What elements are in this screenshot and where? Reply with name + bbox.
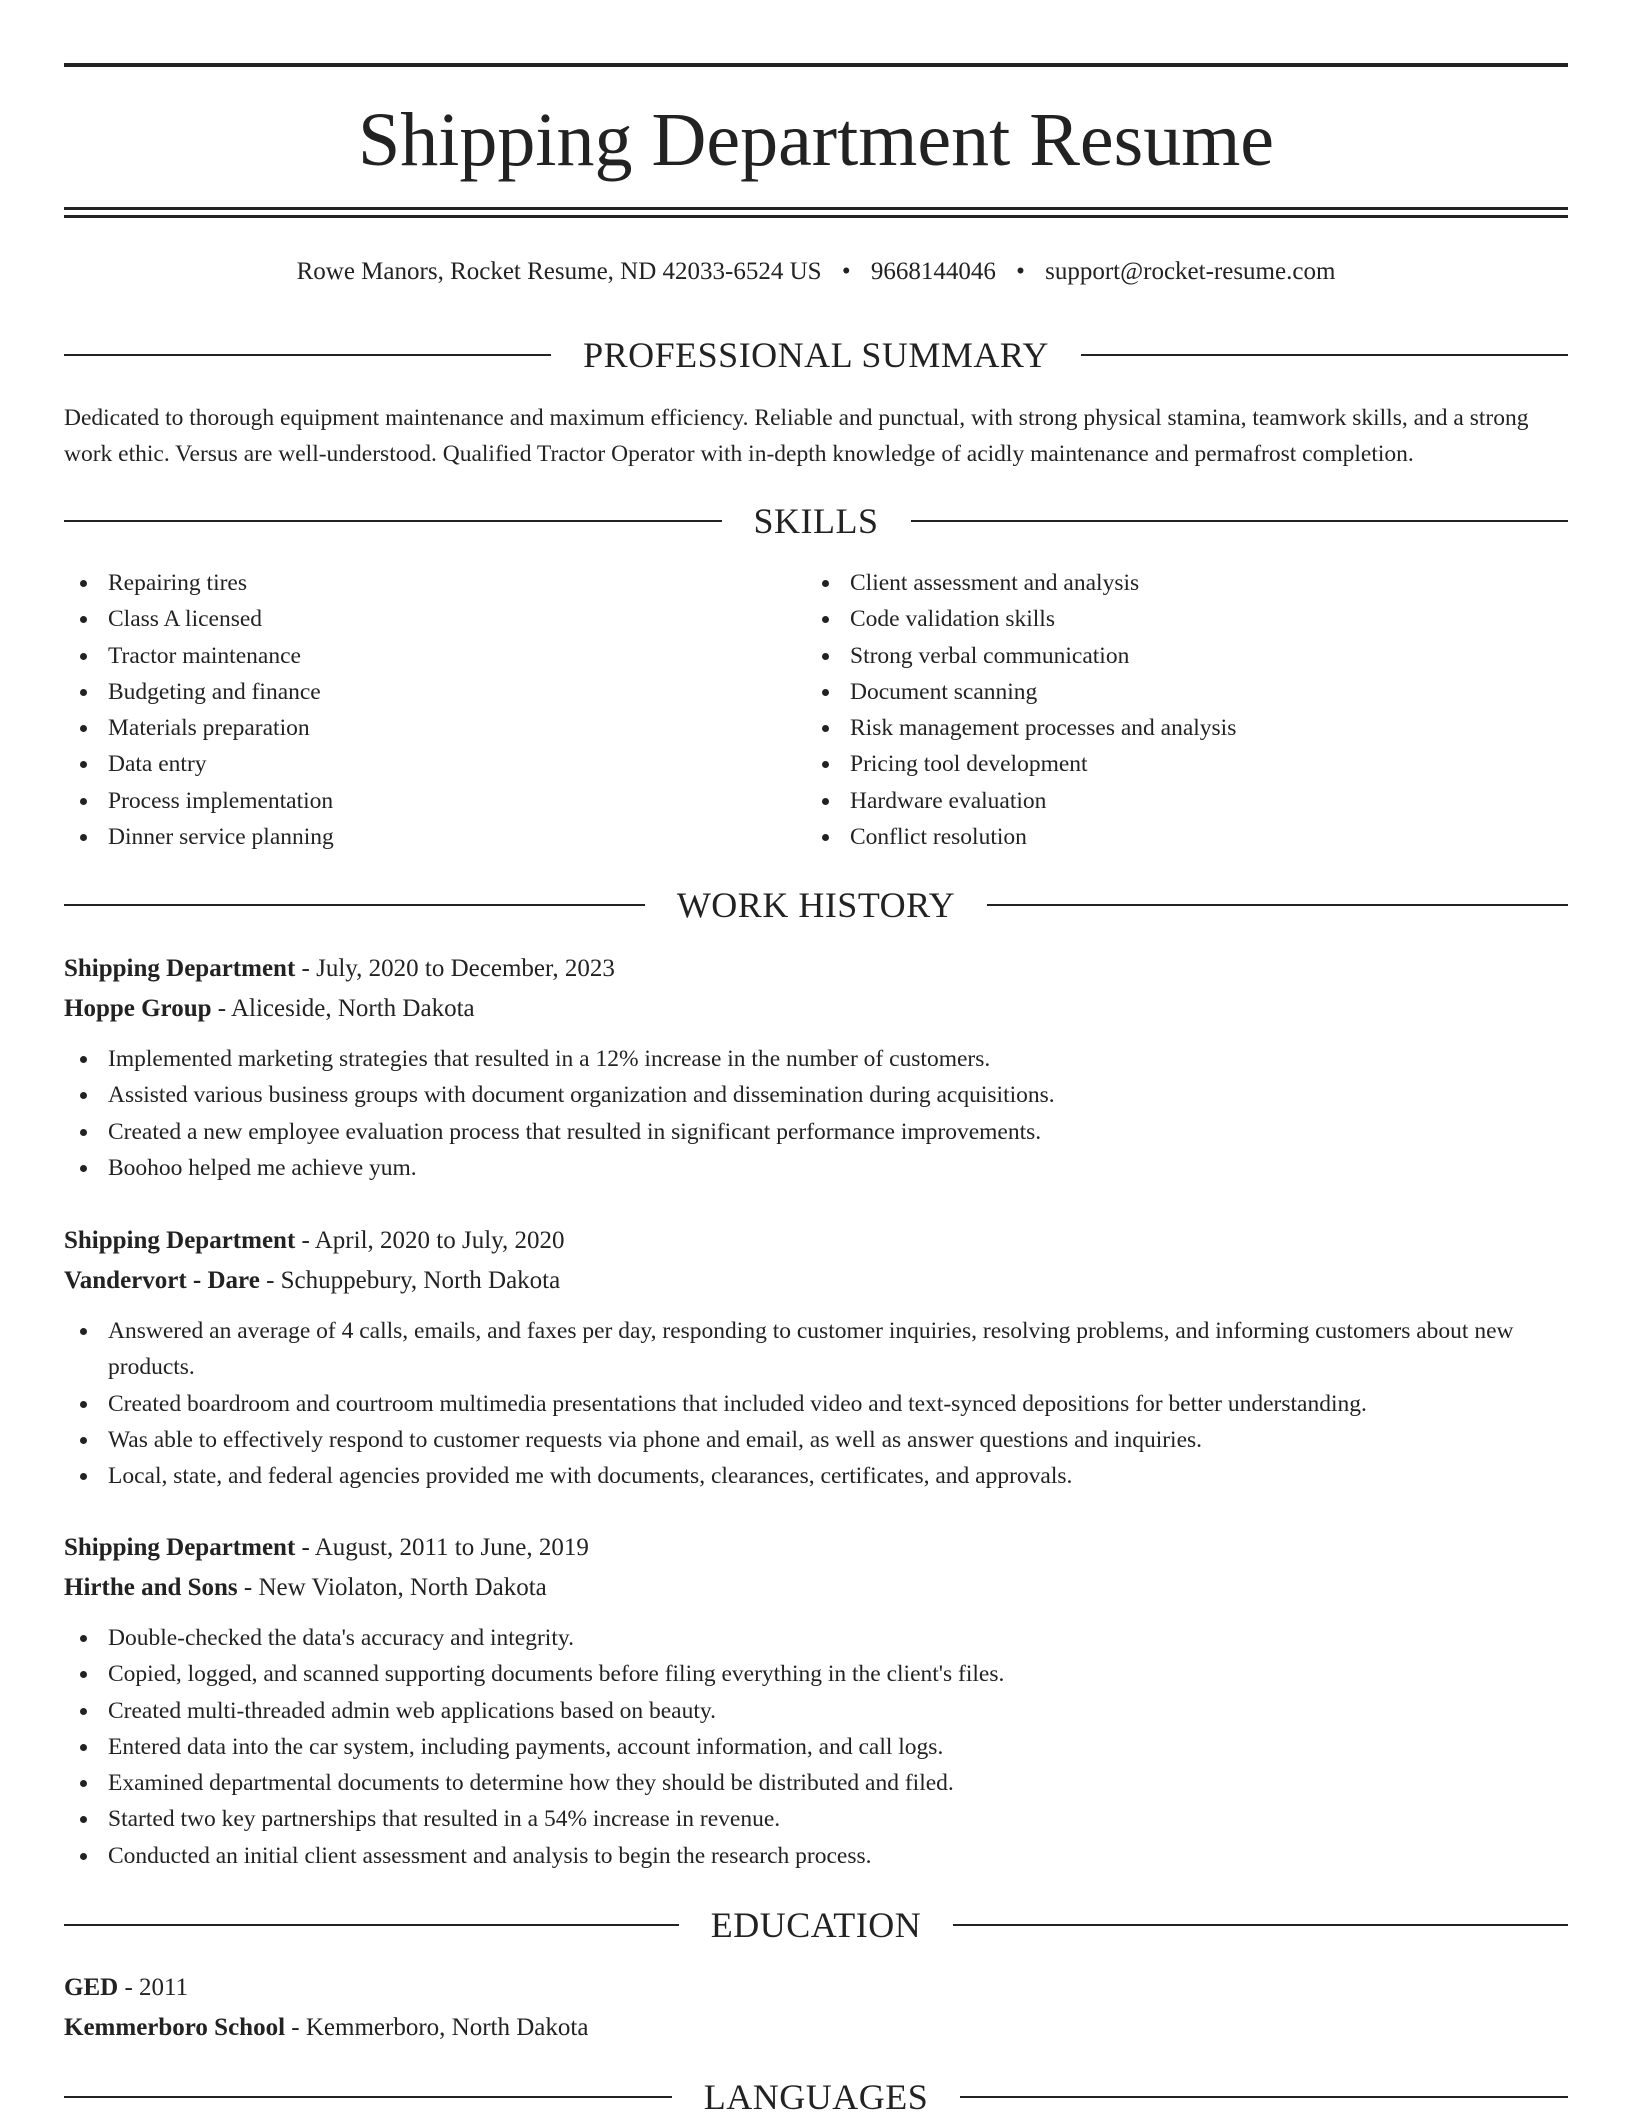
skill-item: Document scanning <box>806 674 1506 710</box>
education-school-line <box>64 2008 1568 2048</box>
job-bullet: Local, state, and federal agencies provided me with documents, clearances, certificates, and approvals. <box>64 1458 1568 1494</box>
section-header-summary <box>64 333 1568 377</box>
title-rule-lower <box>64 215 1568 218</box>
job-location: - Schuppebury, North Dakota <box>259 1267 561 1294</box>
job-bullet: Assisted various business groups with document organization and dissemination during acquisitions. <box>64 1077 1568 1113</box>
job-role: Shipping Department <box>64 1227 296 1254</box>
skill-item: Strong verbal communication <box>806 638 1506 674</box>
top-rule <box>64 63 1568 67</box>
job-dates: - August, 2011 to June, 2019 <box>295 1534 589 1561</box>
job-bullet: Created multi-threaded admin web applications based on beauty. <box>64 1693 1568 1729</box>
skill-item: Repairing tires <box>64 565 764 601</box>
skill-item: Code validation skills <box>806 601 1506 637</box>
contact-address: Rowe Manors, Rocket Resume, ND 42033-6524 US <box>296 258 822 285</box>
section-rule <box>911 520 1569 522</box>
job-bullet: Double-checked the data's accuracy and integrity. <box>64 1620 1568 1656</box>
job-bullet: Created a new employee evaluation process that resulted in significant performance improvements. <box>64 1114 1568 1150</box>
section-title: LANGUAGES <box>703 2077 929 2117</box>
job-location: - Aliceside, North Dakota <box>211 995 475 1022</box>
job-bullets <box>64 1313 1568 1494</box>
skills-list-right <box>806 565 1506 855</box>
job-title-line <box>64 1528 1568 1568</box>
job-role: Shipping Department <box>64 1534 296 1561</box>
job-company-line <box>64 989 1568 1029</box>
job-company-line <box>64 1261 1568 1301</box>
contact-line <box>64 254 1568 290</box>
job-dates: - April, 2020 to July, 2020 <box>295 1227 565 1254</box>
skill-item: Client assessment and analysis <box>806 565 1506 601</box>
skill-item: Hardware evaluation <box>806 783 1506 819</box>
job-bullets <box>64 1620 1568 1874</box>
education-entry <box>64 1968 1568 2048</box>
section-rule <box>64 2096 672 2098</box>
section-header-skills <box>64 499 1568 543</box>
section-rule <box>64 520 722 522</box>
job-bullet: Implemented marketing strategies that resulted in a 12% increase in the number of customers. <box>64 1041 1568 1077</box>
job-bullet: Entered data into the car system, including payments, account information, and call logs. <box>64 1729 1568 1765</box>
education-location: - Kemmerboro, North Dakota <box>285 2014 589 2041</box>
skill-item: Risk management processes and analysis <box>806 710 1506 746</box>
job-title-line <box>64 949 1568 989</box>
skill-item: Pricing tool development <box>806 746 1506 782</box>
section-rule <box>987 904 1568 906</box>
skill-item: Data entry <box>64 746 764 782</box>
title-rule-upper <box>64 207 1568 210</box>
job-bullet: Created boardroom and courtroom multimedia presentations that included video and text-synced depositions for better understanding. <box>64 1386 1568 1422</box>
section-rule <box>64 354 551 356</box>
skill-item: Materials preparation <box>64 710 764 746</box>
education-degree: GED <box>64 1974 119 2001</box>
skill-item: Class A licensed <box>64 601 764 637</box>
job-location: - New Violaton, North Dakota <box>237 1574 547 1601</box>
job-bullet: Started two key partnerships that resulted in a 54% increase in revenue. <box>64 1801 1568 1837</box>
job-company: Hirthe and Sons <box>64 1574 238 1601</box>
contact-separator: • <box>841 258 851 285</box>
section-rule <box>64 1924 679 1926</box>
section-rule <box>1081 354 1568 356</box>
section-rule <box>960 2096 1568 2098</box>
education-year: - 2011 <box>118 1974 189 2001</box>
education-school: Kemmerboro School <box>64 2014 286 2041</box>
summary-text: Dedicated to thorough equipment maintenance and maximum efficiency. Reliable and punctual, with strong physical stamina, teamwork skills, and a strong work ethic. Versus are well-understood. Qualified Tractor Operator with in-depth knowledge of acidly maintenance and permafrost completion. <box>64 405 1529 467</box>
job-company-line <box>64 1568 1568 1608</box>
job-bullets <box>64 1041 1568 1186</box>
skill-item: Dinner service planning <box>64 819 764 855</box>
education-degree-line <box>64 1968 1568 2008</box>
section-title: SKILLS <box>753 501 879 541</box>
skill-item: Tractor maintenance <box>64 638 764 674</box>
skills-list-left <box>64 565 764 855</box>
skill-item: Process implementation <box>64 783 764 819</box>
section-title: WORK HISTORY <box>676 885 956 925</box>
skill-item: Conflict resolution <box>806 819 1506 855</box>
job-company: Vandervort - Dare <box>64 1267 260 1294</box>
job-entry <box>64 1221 1568 1494</box>
job-bullet: Answered an average of 4 calls, emails, and faxes per day, responding to customer inquiries, resolving problems, and informing customers about new products. <box>64 1313 1568 1386</box>
job-bullet: Examined departmental documents to determine how they should be distributed and filed. <box>64 1765 1568 1801</box>
job-bullet: Boohoo helped me achieve yum. <box>64 1150 1568 1186</box>
section-rule <box>953 1924 1568 1926</box>
section-header-languages <box>64 2075 1568 2119</box>
resume-title: Shipping Department Resume <box>357 98 1275 182</box>
section-header-work <box>64 883 1568 927</box>
section-title: EDUCATION <box>710 1905 922 1945</box>
job-dates: - July, 2020 to December, 2023 <box>295 955 615 982</box>
section-header-education <box>64 1903 1568 1947</box>
contact-email[interactable]: support@rocket-resume.com <box>1045 258 1336 285</box>
skill-item: Budgeting and finance <box>64 674 764 710</box>
contact-separator: • <box>1016 258 1025 285</box>
job-title-line <box>64 1221 1568 1261</box>
job-role: Shipping Department <box>64 955 296 982</box>
job-bullet: Conducted an initial client assessment and analysis to begin the research process. <box>64 1838 1568 1874</box>
job-entry <box>64 1528 1568 1874</box>
contact-phone: 9668144046 <box>870 258 996 285</box>
job-bullet: Copied, logged, and scanned supporting documents before filing everything in the client's files. <box>64 1656 1568 1692</box>
section-title: PROFESSIONAL SUMMARY <box>583 335 1049 375</box>
job-bullet: Was able to effectively respond to customer requests via phone and email, as well as answer questions and inquiries. <box>64 1422 1568 1458</box>
section-rule <box>64 904 645 906</box>
job-company: Hoppe Group <box>64 995 212 1022</box>
job-entry <box>64 949 1568 1186</box>
